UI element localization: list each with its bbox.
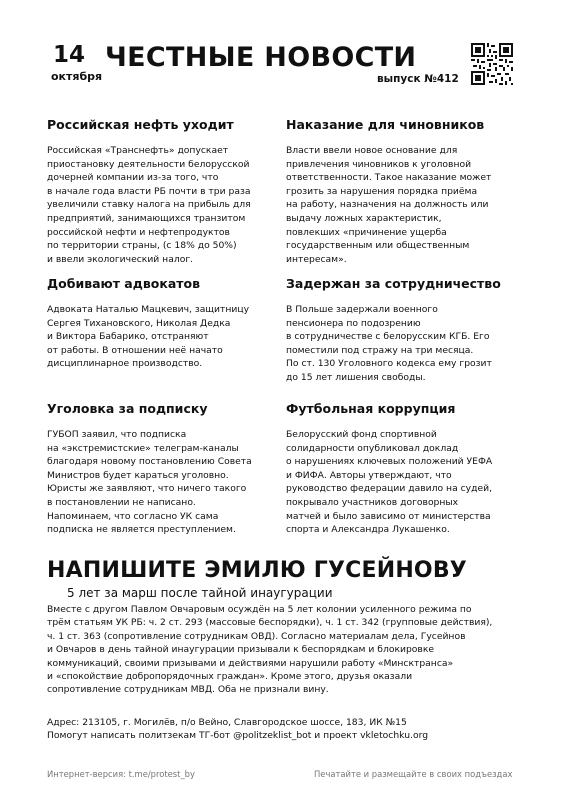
article-body: Российская «Транснефть» допускает приостановку деятельности белорусской дочерней компании из-за того, что в начале года власти РБ почти в три раза увеличили ставку налога на прибыль для предприятий, занимающихся транзитом российской нефти и нефтепродуктов по территории страны, (с 18% до 50%) и ввели экологический налог. — [47, 145, 251, 265]
issue-number: выпуск №412 — [377, 73, 459, 85]
footer-online-version: Интернет-версия: t.me/protest_by — [47, 769, 195, 779]
newspaper-title: ЧЕСТНЫЕ НОВОСТИ — [105, 42, 417, 73]
article-body: Белорусский фонд спортивной солидарности опубликовал доклад о нарушениях ключевых положений УЕФА и ФИФА. Авторы утверждают, что руководство федерации давило на судей, покрывало участников договорных матчей и было зависимо от министерства спорта и Александра Лукашенко. — [286, 429, 493, 536]
article-title: Добивают адвокатов — [47, 276, 200, 291]
article-lawyers — [47, 276, 287, 371]
article-title: Наказание для чиновников — [286, 117, 485, 132]
feature-subtitle: 5 лет за марш после тайной инаугурации — [67, 586, 333, 600]
article-body: Власти ввели новое основание для привлечения чиновников к уголовной ответственности. Такое наказание может грозить за нарушения порядка приёма на работу, назначения на должность или выдачу ложных характеристик, повлекших «причинение ущерба государственным или общественным интересам». — [286, 145, 492, 265]
footer-print-note: Печатайте и размещайте в своих подъездах — [314, 769, 513, 779]
article-title: Задержан за сотрудничество — [286, 276, 501, 291]
article-russian-oil — [47, 117, 287, 266]
qr-code-icon — [471, 43, 513, 85]
issue-month: октября — [51, 70, 103, 83]
article-subscription — [47, 401, 287, 537]
masthead — [47, 40, 517, 88]
article-body: Адвоката Наталью Мацкевич, защитницу Сергея Тихановского, Николая Дедка и Виктора Бабарико, отстраняют от работы. В отношении неё начато дисциплинарное производство. — [47, 304, 250, 370]
article-title: Российская нефть уходит — [47, 117, 234, 132]
issue-day: 14 — [53, 42, 86, 68]
article-title: Футбольная коррупция — [286, 401, 456, 416]
feature-title: НАПИШИТЕ ЭМИЛЮ ГУСЕЙНОВУ — [47, 558, 467, 583]
article-football-corruption — [286, 401, 526, 537]
article-body: ГУБОП заявил, что подписка на «экстремистские» телеграм-каналы благодаря новому постановлению Совета Министров будет караться уголовно. Юристы же заявляют, что ничего такого в постановлении не написано. Напоминаем, что согласно УК сама подписка не является преступлением. — [47, 429, 252, 536]
prison-address: Адрес: 213105, г. Могилёв, п/о Вейно, Славгородское шоссе, 183, ИК №15 Помогут написать политзекам ТГ-бот @politzeklist_bot и проект vkletochku.org — [47, 717, 429, 742]
article-title: Уголовка за подписку — [47, 401, 208, 416]
article-body: В Польше задержали военного пенсионера по подозрению в сотрудничестве с белорусским КГБ. Его поместили под стражу на три месяца. По ст. 130 Уголовного кодекса ему грозит до 15 лет лишения свободы. — [286, 304, 492, 383]
feature-body: Вместе с другом Павлом Овчаровым осуждён на 5 лет колонии усиленного режима по трём статьям УК РБ: ч. 2 ст. 293 (массовые беспорядки), ч. 1 ст. 342 (групповые действия), ч. 1 ст. 363 (сопротивление сотрудникам ОВД). Согласно материалам дела, Гусейнов и Овчаров в день тайной инаугурации призывали к беспорядкам и блокировке коммуникаций, своими призывами и действиями нарушили работу «Минсктранса» и «спокойствие добропорядочных граждан». Кроме этого, друзья оказали сопротивление сотрудникам МВД. Оба не признали вину. — [47, 604, 493, 696]
article-detained — [286, 276, 526, 385]
article-officials-punishment — [286, 117, 526, 266]
